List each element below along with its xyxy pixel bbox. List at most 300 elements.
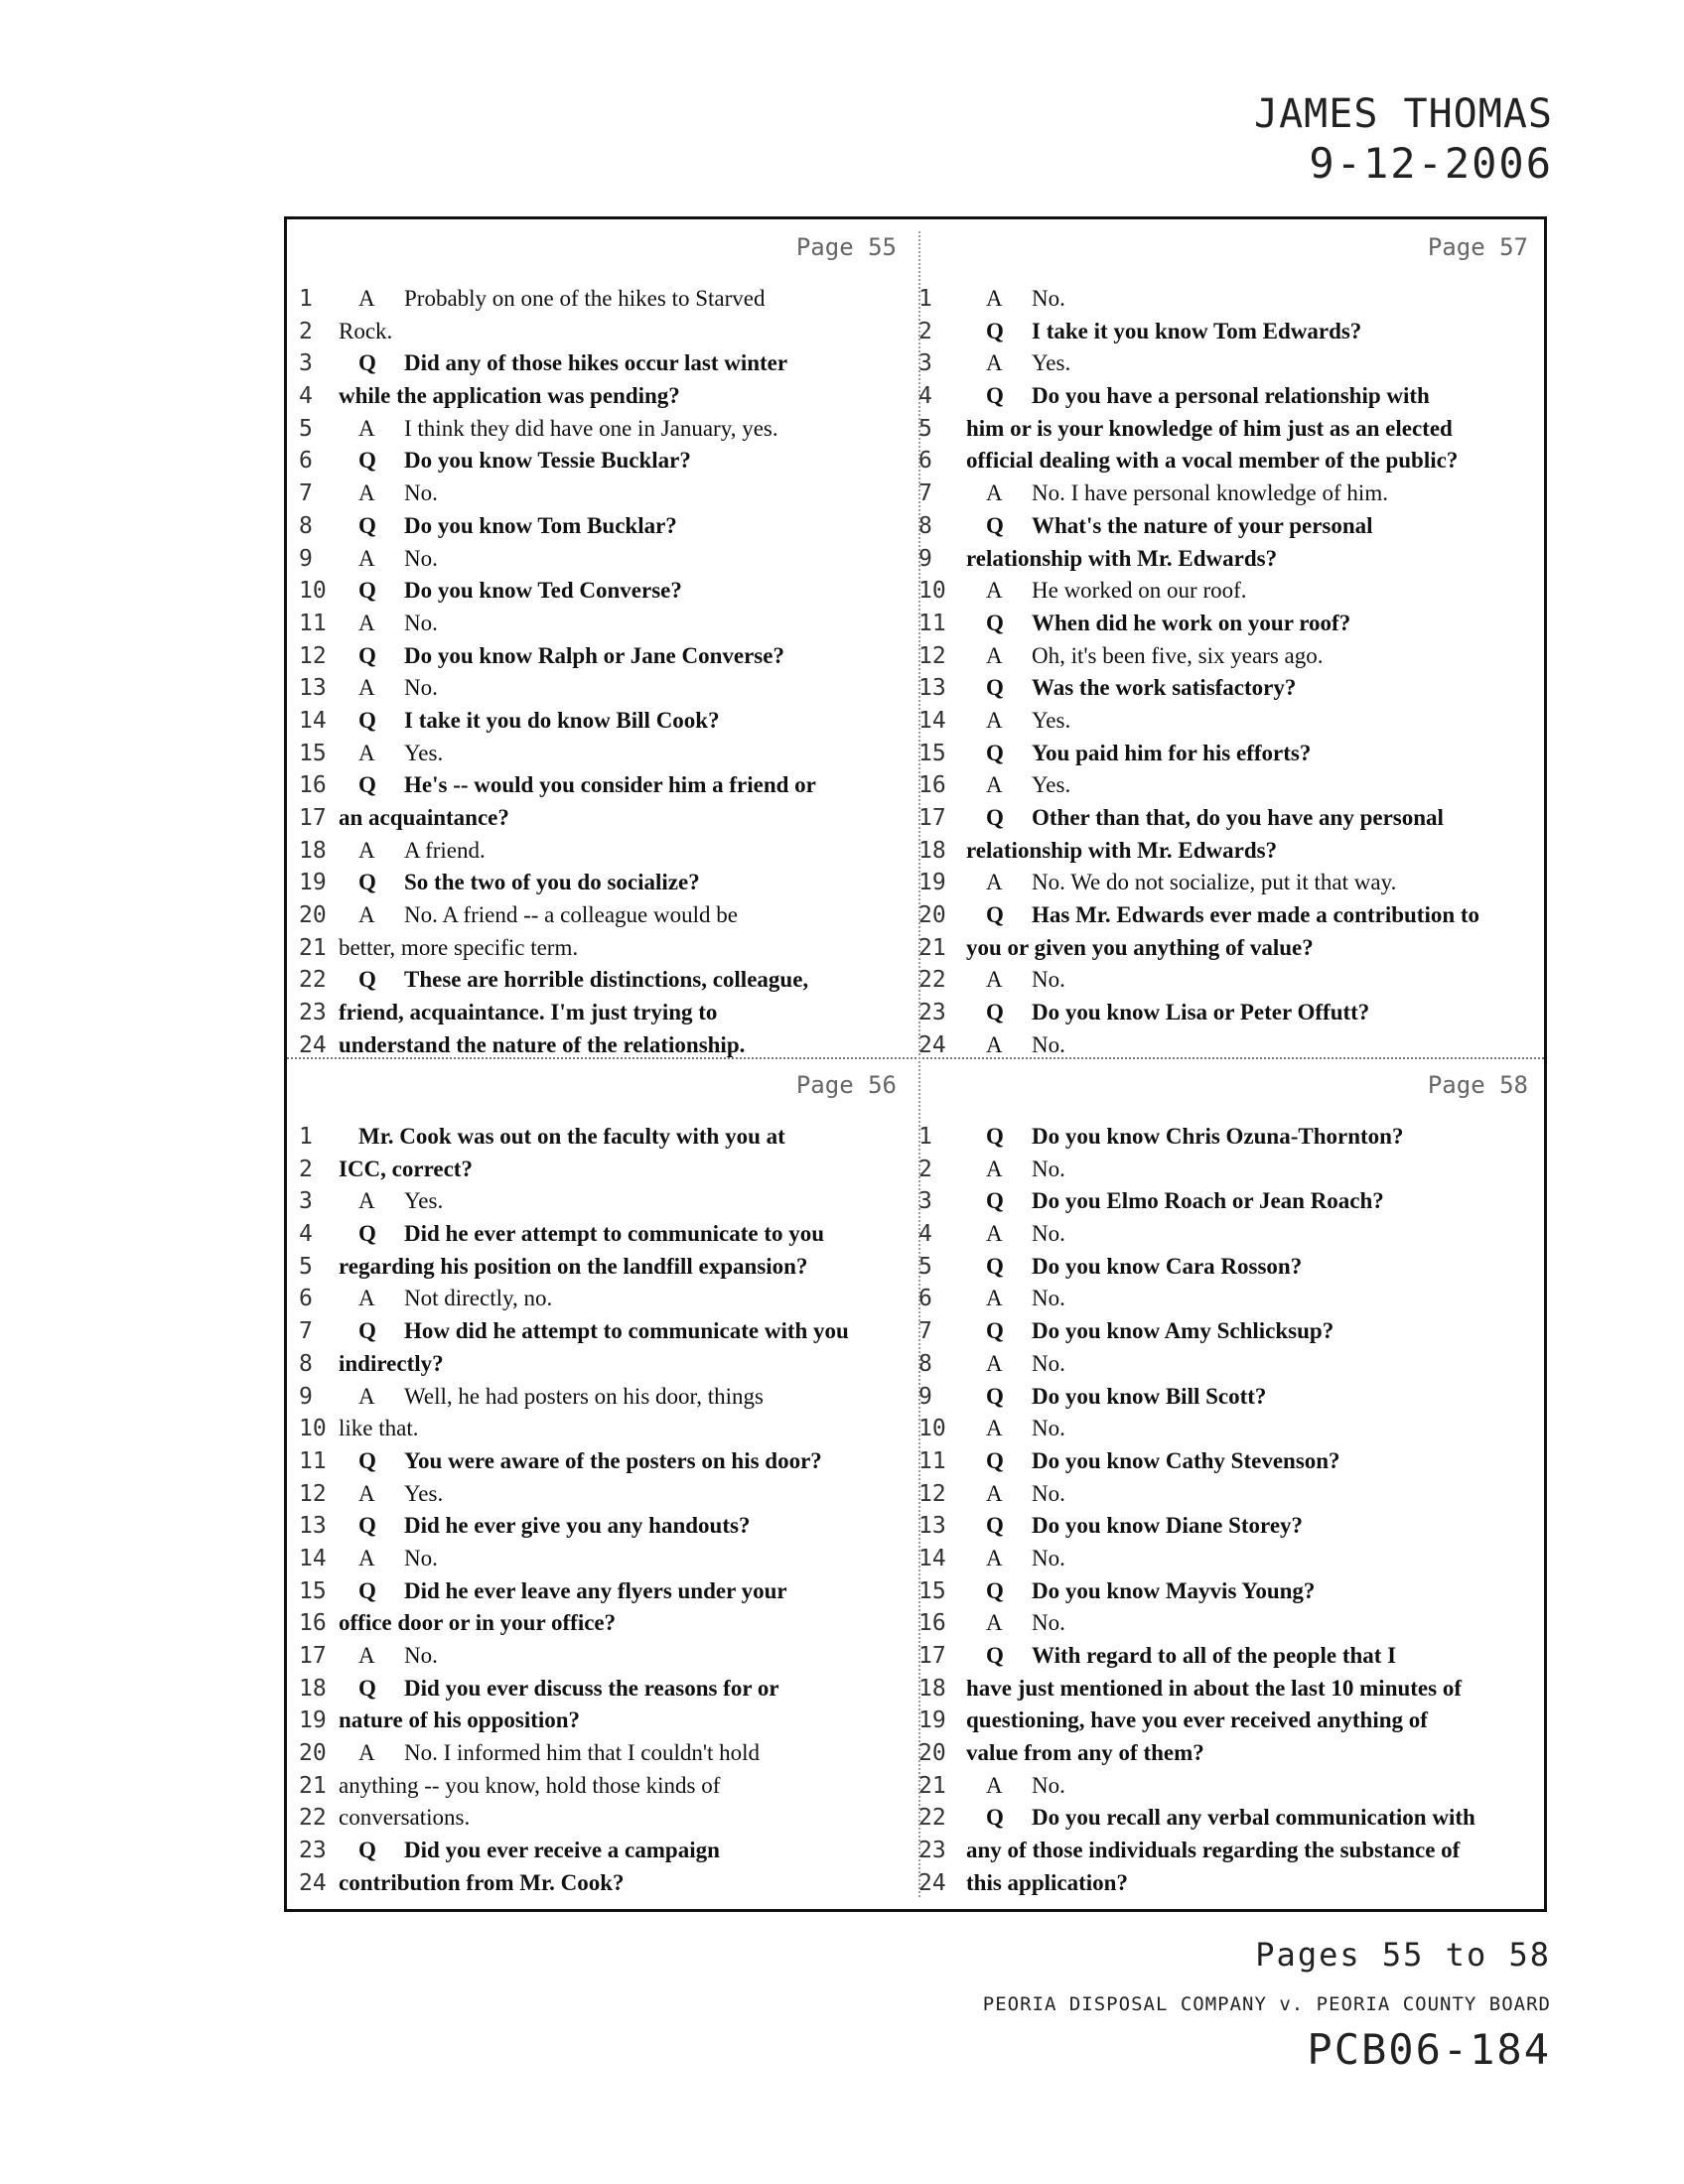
line-content: Did he ever give you any handouts? [404,1513,751,1539]
line-text [339,1315,914,1348]
transcript-line [287,1543,918,1575]
line-number: 2 [918,1156,932,1182]
line-content: Do you recall any verbal communication with [1032,1805,1475,1831]
line-number: 22 [918,967,946,994]
line-content: No. [1032,1480,1065,1506]
answer-marker: A [986,1286,1003,1311]
question-marker: Q [986,1253,1004,1279]
question-marker: Q [358,578,376,604]
transcript-line [287,1154,918,1186]
transcript-line [918,445,1550,478]
line-content: He worked on our roof. [1032,578,1247,604]
line-text [966,1575,1546,1608]
line-content: ICC, correct? [339,1156,473,1181]
line-text [339,347,914,380]
line-text [966,347,1546,380]
line-text [339,1802,914,1835]
line-number: 5 [918,1253,932,1280]
transcript-line [918,478,1550,510]
line-content: him or is your knowledge of him just as an elected [966,415,1453,441]
transcript-line [287,1478,918,1511]
question-marker: Q [986,318,1004,343]
line-content: No. [1032,1610,1065,1636]
line-content: No. [1032,967,1065,993]
transcript-line [918,1283,1550,1315]
line-number: 14 [918,1545,946,1571]
line-text [966,1802,1546,1835]
question-marker: Q [358,772,376,798]
line-text [966,283,1546,316]
witness-name: JAMES THOMAS [1254,91,1553,137]
transcript-line [918,1154,1550,1186]
transcript-line [918,1315,1550,1348]
line-number: 15 [918,1577,946,1604]
line-text [966,1770,1546,1803]
question-marker: Q [986,610,1004,635]
line-content: Rock. [339,318,393,343]
answer-marker: A [986,967,1003,993]
line-text [339,1770,914,1803]
line-content: You paid him for his efforts? [1032,740,1312,765]
line-text [966,1413,1546,1445]
line-text [966,1121,1546,1154]
line-text [339,1185,914,1218]
line-content: Was the work satisfactory? [1032,675,1297,701]
transcript-line [918,1218,1550,1251]
line-text [966,1640,1546,1673]
question-marker: Q [358,1221,376,1247]
line-number: 16 [918,1610,946,1637]
line-text [339,1218,914,1251]
answer-marker: A [358,1188,375,1214]
line-number: 18 [299,1675,327,1702]
line-content: Yes. [404,1188,444,1214]
line-number: 9 [299,1383,313,1410]
line-number: 16 [299,1610,327,1637]
line-text [339,1543,914,1575]
line-number: 10 [918,1416,946,1442]
line-number: 1 [299,1124,313,1150]
line-content: relationship with Mr. Edwards? [966,545,1278,571]
transcript-line [918,316,1550,348]
line-content: No. [1032,1286,1065,1311]
question-marker: Q [986,1318,1004,1344]
line-number: 1 [918,286,932,312]
line-content: I think they did have one in January, yes. [404,415,778,441]
line-number: 23 [299,1000,327,1026]
case-number: PCB06-184 [1307,2025,1551,2074]
line-text [339,1478,914,1511]
line-number: 17 [299,805,327,831]
line-number: 5 [918,415,932,442]
transcript-line [918,1185,1550,1218]
question-marker: Q [358,707,376,733]
line-text [966,802,1546,835]
line-list [287,283,918,1062]
line-content: No. [1032,1221,1065,1247]
line-text [339,997,914,1029]
line-text [966,445,1546,478]
question-marker: Q [358,967,376,993]
line-text [966,1478,1546,1511]
transcript-page-55 [287,219,918,1057]
line-content: Yes. [404,1480,444,1506]
transcript-line [287,608,918,640]
transcript-line [287,738,918,770]
answer-marker: A [986,1610,1003,1636]
transcript-line [918,575,1550,608]
answer-marker: A [358,837,375,863]
transcript-line [287,1835,918,1867]
answer-marker: A [986,1772,1003,1798]
line-number: 11 [918,610,946,636]
transcript-line [287,1607,918,1640]
question-marker: Q [358,1318,376,1344]
transcript-line [287,1737,918,1770]
line-content: regarding his position on the landfill expansion? [339,1253,808,1279]
line-content: while the application was pending? [339,383,680,409]
line-number: 7 [918,1318,932,1345]
line-content: Do you know Tessie Bucklar? [404,448,691,474]
line-content: Do you know Diane Storey? [1032,1513,1304,1539]
transcript-line [287,1348,918,1381]
line-text [966,1673,1546,1706]
line-content: Do you know Cara Rosson? [1032,1253,1303,1279]
transcript-line [287,1802,918,1835]
transcript-line [918,1770,1550,1803]
transcript-line [287,1770,918,1803]
line-number: 4 [299,1221,313,1248]
line-list [918,283,1550,1062]
question-marker: Q [986,1000,1004,1025]
line-number: 24 [918,1031,946,1058]
line-content: Well, he had posters on his door, things [404,1383,764,1409]
line-text [966,997,1546,1029]
answer-marker: A [986,1031,1003,1057]
line-number: 14 [918,707,946,734]
transcript-line [918,1121,1550,1154]
line-number: 17 [299,1643,327,1669]
line-content: anything -- you know, hold those kinds of [339,1772,721,1798]
line-text [339,1283,914,1315]
line-text [339,1510,914,1543]
line-content: Do you know Lisa or Peter Offutt? [1032,1000,1370,1025]
line-content: Did you ever discuss the reasons for or [404,1675,779,1701]
line-content: Yes. [1032,772,1071,798]
line-number: 19 [299,1707,327,1734]
answer-marker: A [986,578,1003,604]
line-content: No. [1032,1031,1065,1057]
line-number: 15 [299,1577,327,1604]
line-content: Not directly, no. [404,1286,553,1311]
line-text [339,738,914,770]
transcript-line [918,608,1550,640]
line-content: you or given you anything of value? [966,934,1314,960]
line-text [339,672,914,705]
line-content: official dealing with a vocal member of the public? [966,448,1459,474]
page-label: Page 56 [795,1071,897,1099]
line-content: Do you know Cathy Stevenson? [1032,1447,1340,1473]
line-number: 10 [299,578,327,605]
line-content: an acquaintance? [339,805,509,830]
line-number: 21 [299,1772,327,1799]
line-content: No. [1032,1772,1065,1798]
line-text [966,1543,1546,1575]
line-content: So the two of you do socialize? [404,870,700,895]
answer-marker: A [358,1286,375,1311]
line-content: No. [1032,1156,1065,1181]
line-content: No. [404,545,438,571]
transcript-line [287,1673,918,1706]
answer-marker: A [986,642,1003,668]
line-number: 20 [299,902,327,929]
line-content: No. [1032,1416,1065,1441]
transcript-line [918,413,1550,446]
answer-marker: A [358,1740,375,1766]
transcript-line [287,445,918,478]
line-content: Did you ever receive a campaign [404,1838,720,1863]
line-number: 12 [918,1480,946,1507]
question-marker: Q [358,1513,376,1539]
line-content: Do you know Ralph or Jane Converse? [404,642,784,668]
line-text [339,1705,914,1737]
answer-marker: A [986,1221,1003,1247]
line-number: 1 [918,1124,932,1150]
line-number: 17 [918,1643,946,1669]
line-text [966,1381,1546,1414]
transcript-line [918,1673,1550,1706]
line-text [966,1445,1546,1478]
answer-marker: A [986,1350,1003,1376]
line-text [966,575,1546,608]
question-marker: Q [986,675,1004,701]
transcript-line [918,769,1550,802]
line-content: He's -- would you consider him a friend or [404,772,816,798]
transcript-line [918,1640,1550,1673]
answer-marker: A [986,1545,1003,1570]
deposition-date: 9-12-2006 [1309,139,1553,188]
line-text [966,1737,1546,1770]
transcript-line [918,802,1550,835]
line-number: 2 [299,1156,313,1182]
answer-marker: A [986,707,1003,733]
line-content: Do you know Amy Schlicksup? [1032,1318,1334,1344]
line-content: questioning, have you ever received anything of [966,1707,1428,1733]
line-number: 21 [918,1772,946,1799]
line-text [966,1251,1546,1284]
line-text [966,738,1546,770]
line-content: Oh, it's been five, six years ago. [1032,642,1324,668]
line-content: Did any of those hikes occur last winter [404,350,788,376]
line-content: Do you have a personal relationship with [1032,383,1430,409]
transcript-line [287,1121,918,1154]
line-number: 16 [299,772,327,799]
line-content: this application? [966,1869,1128,1895]
transcript-line [918,1705,1550,1737]
line-text [966,1867,1546,1900]
line-number: 16 [918,772,946,799]
line-content: Mr. Cook was out on the faculty with you at [358,1124,785,1149]
question-marker: Q [358,350,376,376]
transcript-line [918,1802,1550,1835]
line-number: 3 [918,350,932,377]
line-content: What's the nature of your personal [1032,512,1373,538]
transcript-line [918,1543,1550,1575]
question-marker: Q [986,383,1004,409]
line-text [339,380,914,413]
line-text [339,1251,914,1284]
line-content: I take it you do know Bill Cook? [404,707,720,733]
transcript-line [918,1413,1550,1445]
transcript-line [287,380,918,413]
line-content: No. [404,1643,438,1668]
case-caption: PEORIA DISPOSAL COMPANY v. PEORIA COUNTY BOARD [982,1993,1551,2015]
transcript-line [918,932,1550,965]
line-content: These are horrible distinctions, colleague, [404,967,809,993]
line-content: When did he work on your roof? [1032,610,1351,635]
line-text [966,1315,1546,1348]
transcript-line [918,640,1550,673]
page-label: Page 57 [1427,233,1528,261]
transcript-line [287,478,918,510]
line-text [339,1673,914,1706]
transcript-line [918,1575,1550,1608]
line-number: 15 [299,740,327,766]
transcript-line [918,997,1550,1029]
line-number: 18 [918,837,946,864]
line-number: 12 [918,642,946,669]
line-content: office door or in your office? [339,1610,617,1636]
line-number: 20 [918,1740,946,1767]
transcript-line [918,964,1550,997]
line-number: 2 [918,318,932,344]
line-number: 23 [299,1838,327,1864]
line-number: 23 [918,1838,946,1864]
question-marker: Q [358,642,376,668]
line-content: have just mentioned in about the last 10 minutes of [966,1675,1463,1701]
line-number: 23 [918,1000,946,1026]
line-content: nature of his opposition? [339,1707,581,1733]
answer-marker: A [986,772,1003,798]
line-number: 19 [299,870,327,896]
transcript-line [287,1283,918,1315]
answer-marker: A [986,286,1003,311]
line-text [339,867,914,899]
question-marker: Q [358,1838,376,1863]
transcript-page-58 [918,1057,1550,1895]
line-content: Yes. [404,740,444,765]
transcript-line [287,1315,918,1348]
line-content: With regard to all of the people that I [1032,1643,1397,1668]
transcript-line [287,413,918,446]
line-number: 20 [299,1740,327,1767]
answer-marker: A [986,1156,1003,1181]
line-content: Yes. [1032,707,1071,733]
line-number: 18 [299,837,327,864]
transcript-line [287,1867,918,1900]
transcript-line [918,1835,1550,1867]
line-text [339,1154,914,1186]
question-marker: Q [986,1513,1004,1539]
line-number: 8 [918,1350,932,1377]
answer-marker: A [358,740,375,765]
line-content: Do you know Bill Scott? [1032,1383,1267,1409]
question-marker: Q [358,1675,376,1701]
line-text [966,478,1546,510]
line-number: 24 [299,1869,327,1896]
line-number: 21 [299,934,327,961]
line-content: No. [404,1545,438,1570]
question-marker: Q [986,1805,1004,1831]
line-text [339,932,914,965]
line-content: value from any of them? [966,1740,1204,1766]
question-marker: Q [986,740,1004,765]
line-content: any of those individuals regarding the substance of [966,1838,1461,1863]
line-number: 22 [918,1805,946,1832]
line-text [339,543,914,576]
transcript-page-56 [287,1057,918,1895]
transcript-line [918,510,1550,543]
transcript-frame [284,216,1547,1912]
line-content: A friend. [404,837,486,863]
line-content: Do you Elmo Roach or Jean Roach? [1032,1188,1384,1214]
line-content: understand the nature of the relationship. [339,1031,746,1057]
line-number: 14 [299,1545,327,1571]
line-number: 17 [918,805,946,831]
line-content: Did he ever leave any flyers under your [404,1577,787,1603]
question-marker: Q [986,1577,1004,1603]
transcript-line [287,899,918,932]
line-content: No. I have personal knowledge of him. [1032,480,1388,506]
line-text [966,510,1546,543]
transcript-line [287,705,918,738]
answer-marker: A [358,610,375,635]
transcript-line [287,543,918,576]
line-text [339,1835,914,1867]
line-text [966,640,1546,673]
line-number: 4 [299,383,313,410]
answer-marker: A [986,350,1003,376]
transcript-line [918,1348,1550,1381]
question-marker: Q [986,902,1004,928]
line-number: 8 [299,512,313,539]
line-text [339,413,914,446]
transcript-line [287,932,918,965]
line-content: You were aware of the posters on his door? [404,1447,822,1473]
line-text [339,1381,914,1414]
line-content: No. [404,610,438,635]
line-content: contribution from Mr. Cook? [339,1869,625,1895]
line-number: 6 [299,448,313,475]
line-number: 4 [918,383,932,410]
transcript-line [287,1445,918,1478]
line-number: 13 [918,675,946,702]
line-text [966,316,1546,348]
transcript-line [287,1705,918,1737]
line-number: 5 [299,415,313,442]
transcript-line [287,997,918,1029]
answer-marker: A [358,545,375,571]
answer-marker: A [358,415,375,441]
line-number: 11 [299,1447,327,1474]
line-content: Do you know Mayvis Young? [1032,1577,1316,1603]
transcript-line [918,1445,1550,1478]
transcript-line [287,510,918,543]
transcript-line [918,283,1550,316]
transcript-line [918,899,1550,932]
line-text [966,964,1546,997]
line-text [339,899,914,932]
